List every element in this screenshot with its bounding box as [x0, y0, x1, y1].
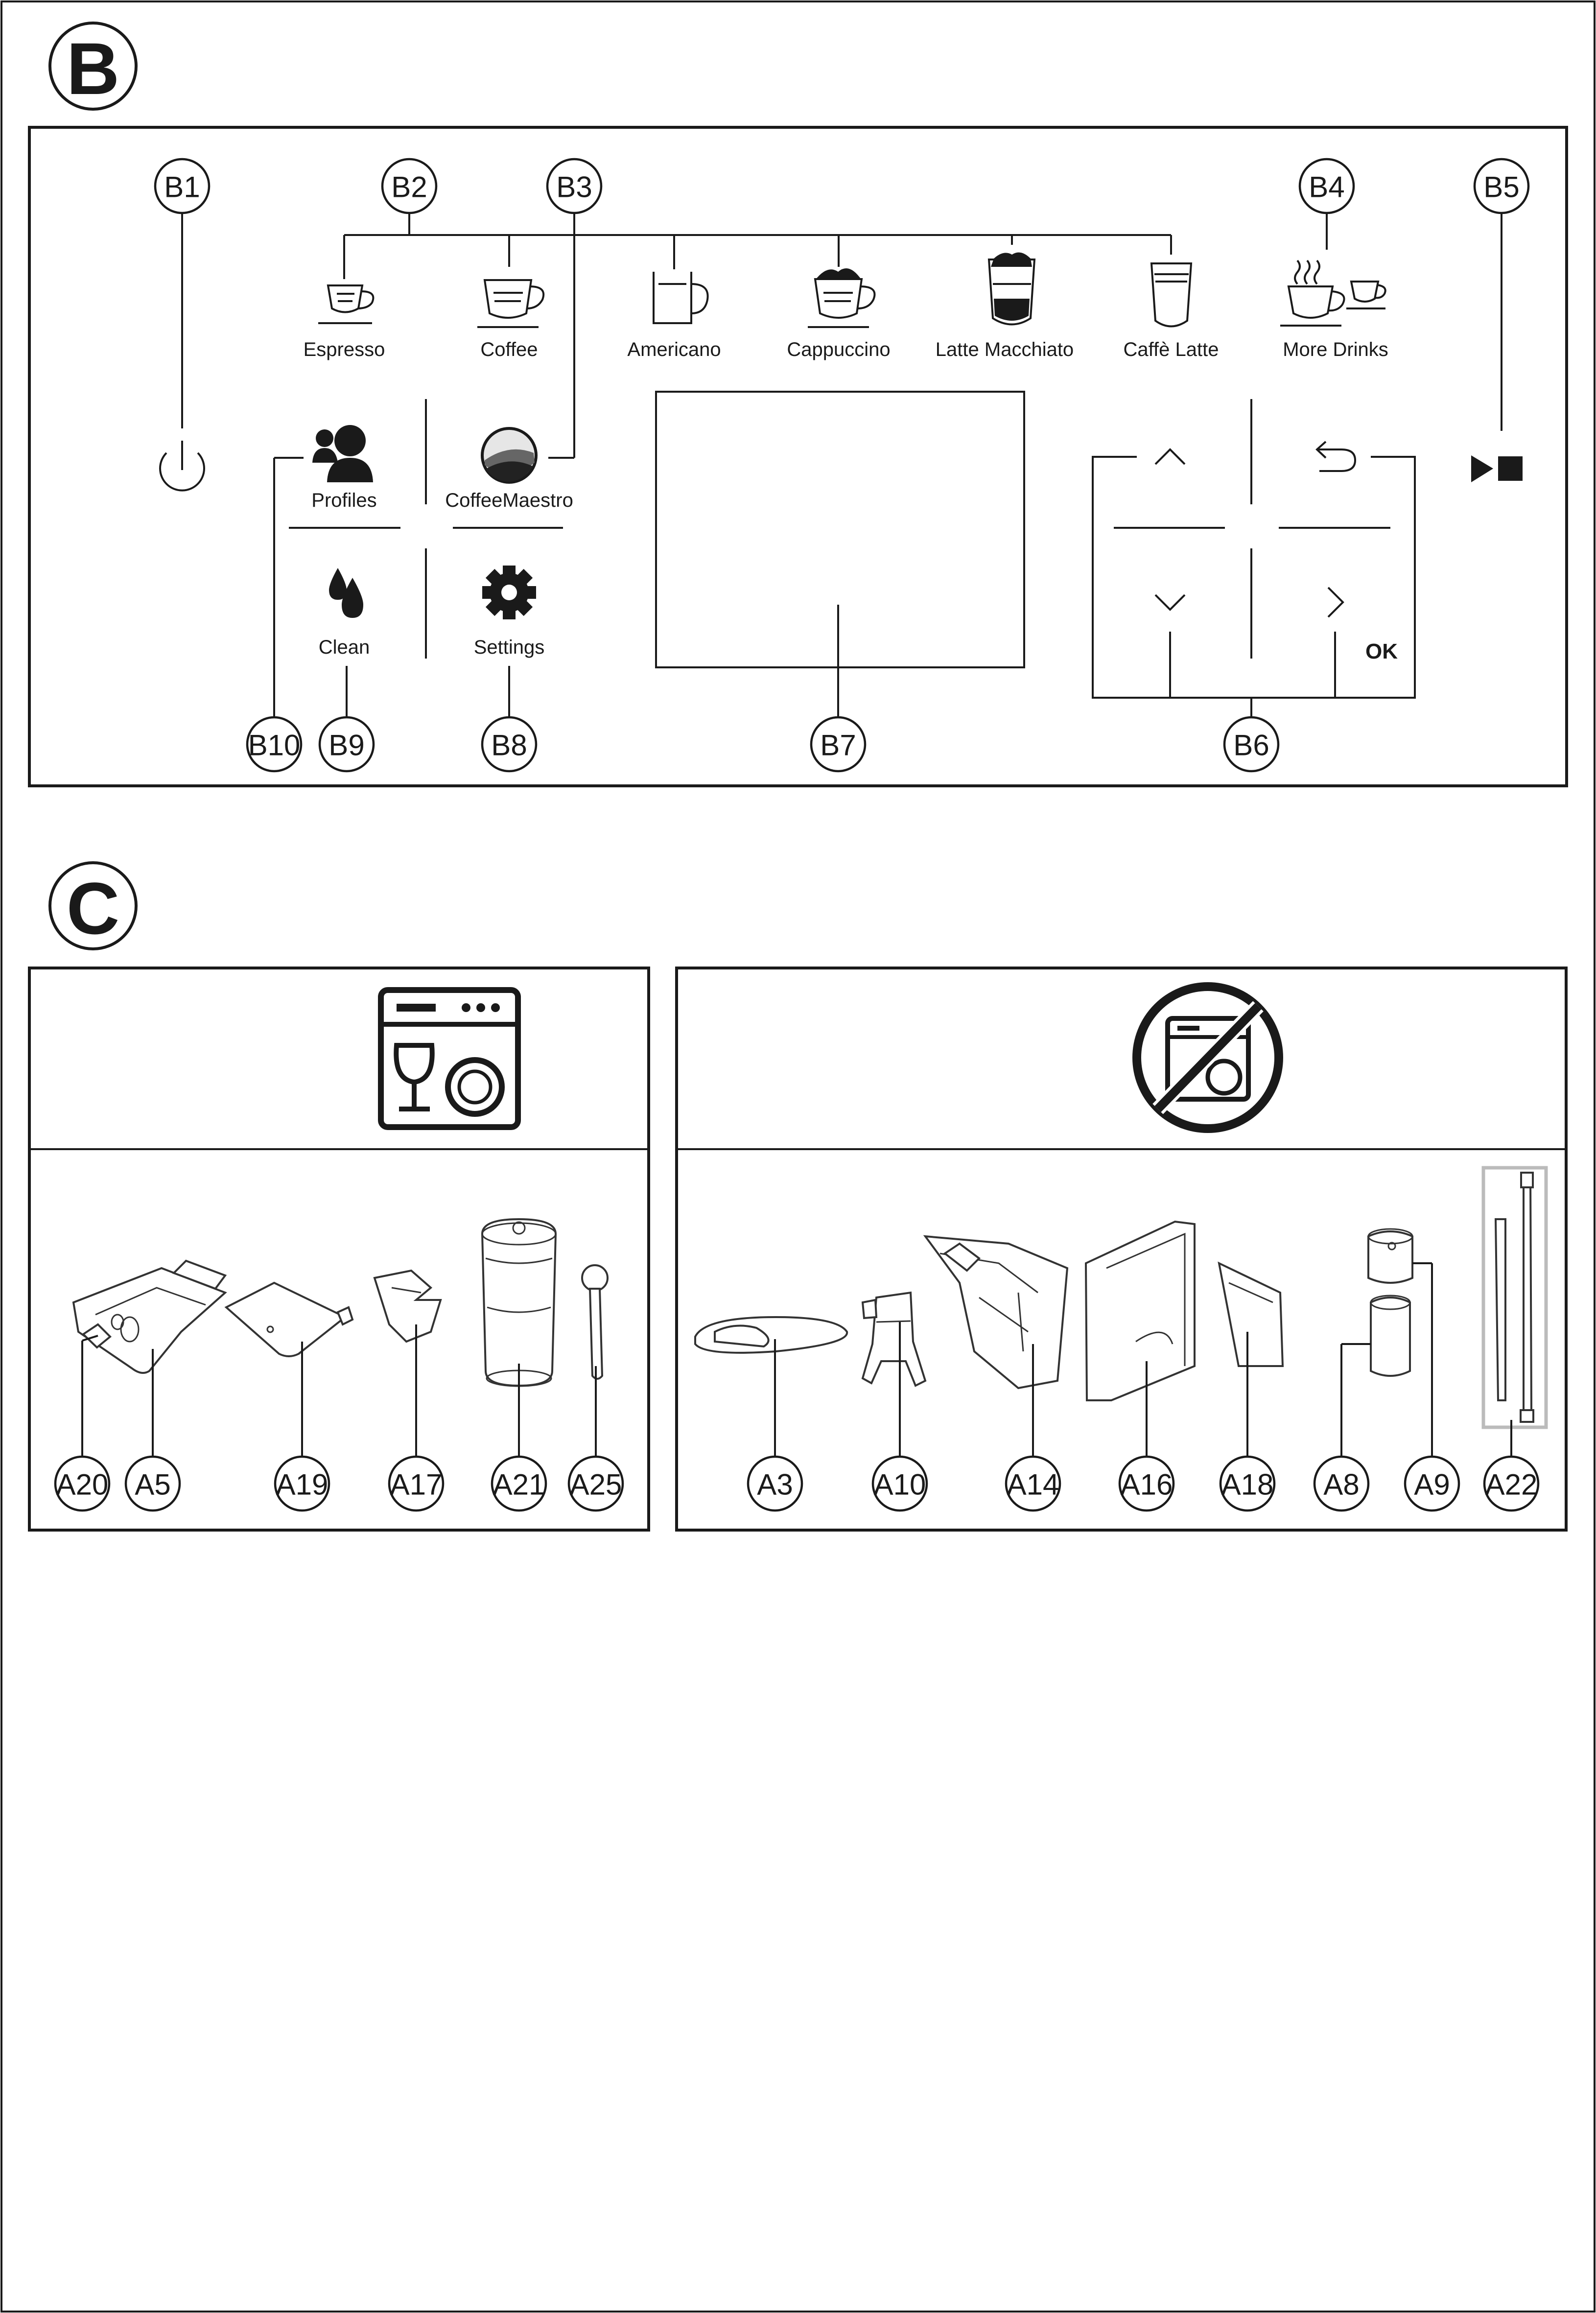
callout-b9: [320, 717, 374, 771]
svg-text:B2: B2: [391, 170, 427, 204]
back-icon[interactable]: [1317, 442, 1355, 471]
dishwasher-safe-panel: [29, 968, 649, 1530]
more-drinks-cups-icon[interactable]: [1280, 260, 1385, 326]
part-a10-drawing: [863, 1293, 925, 1386]
svg-text:B9: B9: [329, 729, 365, 762]
svg-text:A14: A14: [1007, 1468, 1059, 1501]
dishwasher-icon: [381, 990, 518, 1127]
part-a5-drawing: [73, 1261, 225, 1373]
svg-text:B10: B10: [248, 729, 301, 762]
part-a14-drawing: [925, 1236, 1067, 1388]
callout-a18: [1220, 1457, 1274, 1511]
menu-label-profiles: Profiles: [311, 490, 377, 511]
callout-a3: [748, 1457, 802, 1511]
espresso-cup-icon[interactable]: [318, 285, 373, 323]
power-icon[interactable]: [160, 441, 204, 491]
part-callouts-not-dishwasher-safe: [748, 1457, 1538, 1511]
drink-icons-row: [304, 253, 1388, 361]
callout-a17: [389, 1457, 443, 1511]
svg-text:B8: B8: [491, 729, 527, 762]
callout-a21: [492, 1457, 546, 1511]
menu-label-settings: Settings: [473, 637, 545, 658]
svg-text:B1: B1: [164, 170, 200, 204]
arrow-right-icon[interactable]: [1328, 588, 1343, 617]
part-a25-drawing: [582, 1265, 608, 1379]
svg-text:A18: A18: [1221, 1468, 1274, 1501]
menu-label-clean: Clean: [318, 637, 370, 658]
svg-text:A5: A5: [135, 1468, 171, 1501]
callout-a19: [275, 1457, 329, 1511]
part-a22-drawing: [1483, 1168, 1546, 1427]
section-b-marker: [50, 23, 136, 110]
svg-text:A10: A10: [873, 1468, 926, 1501]
part-a16-drawing: [1086, 1222, 1195, 1400]
svg-text:B7: B7: [820, 729, 856, 762]
part-a9-drawing: [1368, 1229, 1412, 1283]
drink-label-more-drinks: More Drinks: [1283, 339, 1388, 360]
gear-icon[interactable]: [482, 566, 536, 619]
callout-a22: [1484, 1457, 1538, 1511]
svg-text:A3: A3: [757, 1468, 793, 1501]
callout-b4: [1300, 159, 1354, 213]
callout-b7: [811, 717, 865, 771]
drink-label-caffe-latte: Caffè Latte: [1123, 339, 1219, 360]
caffe-latte-glass-icon[interactable]: [1151, 263, 1191, 327]
svg-text:A20: A20: [56, 1468, 109, 1501]
callout-a10: [873, 1457, 927, 1511]
callout-b3: [547, 159, 601, 213]
callout-a25: [569, 1457, 623, 1511]
svg-text:A19: A19: [276, 1468, 329, 1501]
callout-a9: [1405, 1457, 1459, 1511]
part-a8-drawing: [1371, 1296, 1410, 1376]
start-stop-icon[interactable]: [1471, 455, 1523, 482]
callout-b8: [482, 717, 536, 771]
menu-label-coffee-maestro: CoffeeMaestro: [445, 490, 573, 511]
callout-a20: [55, 1457, 109, 1511]
part-a3-drawing: [695, 1317, 847, 1353]
arrow-up-icon[interactable]: [1155, 449, 1185, 464]
drink-label-espresso: Espresso: [303, 339, 385, 360]
part-callouts-dishwasher-safe: [55, 1457, 623, 1511]
svg-text:A22: A22: [1485, 1468, 1538, 1501]
part-a17-drawing: [375, 1271, 441, 1342]
callout-a14: [1006, 1457, 1060, 1511]
drink-label-coffee: Coffee: [480, 339, 538, 360]
no-dishwasher-icon: [1137, 987, 1279, 1129]
svg-text:A16: A16: [1120, 1468, 1173, 1501]
svg-text:A25: A25: [569, 1468, 622, 1501]
leader-lines-b: [182, 212, 1502, 720]
callout-b1: [155, 159, 209, 213]
cappuccino-cup-icon[interactable]: [808, 268, 874, 327]
svg-text:B4: B4: [1309, 170, 1345, 204]
svg-text:B6: B6: [1233, 729, 1269, 762]
svg-text:A8: A8: [1323, 1468, 1360, 1501]
svg-text:A21: A21: [493, 1468, 545, 1501]
drink-label-cappuccino: Cappuccino: [787, 339, 891, 360]
svg-text:A17: A17: [390, 1468, 443, 1501]
americano-mug-icon[interactable]: [654, 272, 708, 323]
callout-b10: [247, 717, 301, 771]
part-a18-drawing: [1219, 1263, 1283, 1366]
drop-icon[interactable]: [329, 568, 363, 618]
display-screen: [656, 392, 1024, 667]
callout-b6: [1224, 717, 1278, 771]
svg-text:C: C: [66, 867, 120, 949]
not-dishwasher-safe-panel: [677, 968, 1566, 1530]
callout-a5: [126, 1457, 180, 1511]
latte-macchiato-glass-icon[interactable]: [989, 253, 1034, 325]
callout-a16: [1120, 1457, 1174, 1511]
svg-text:B5: B5: [1483, 170, 1520, 204]
drink-label-latte-macchiato: Latte Macchiato: [935, 339, 1074, 360]
section-c-marker: [50, 863, 136, 949]
drink-label-americano: Americano: [627, 339, 721, 360]
svg-text:A9: A9: [1414, 1468, 1450, 1501]
svg-text:B: B: [66, 27, 120, 110]
part-a21-drawing: [482, 1219, 556, 1386]
svg-text:B3: B3: [556, 170, 592, 204]
part-a19-drawing: [226, 1283, 352, 1356]
ok-label: OK: [1365, 639, 1398, 663]
profiles-icon[interactable]: [312, 425, 373, 482]
callout-b5: [1475, 159, 1528, 213]
callout-b2: [382, 159, 436, 213]
arrow-down-icon[interactable]: [1155, 595, 1185, 610]
coffee-maestro-icon[interactable]: [482, 428, 536, 482]
coffee-cup-icon[interactable]: [477, 280, 543, 327]
callout-a8: [1314, 1457, 1368, 1511]
